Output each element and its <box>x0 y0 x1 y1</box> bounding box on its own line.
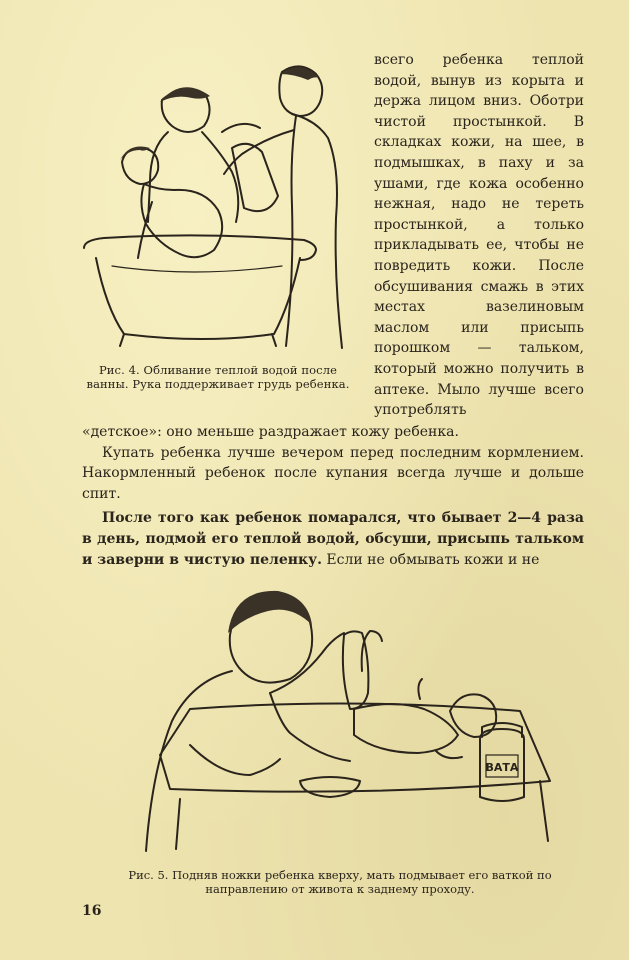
figure-4-illustration <box>82 52 364 352</box>
column-paragraph: всего ребенка теплой водой, вынув из корыта и держа лицом вниз. Оботри чистой простынкой. В складках кожи, на шее, в подмышках, в паху и за ушами, где кожа особенно нежная, надо не тереть простынкой, а только прикладывать ее, чтобы не повредить кожи. После обсушивания смажь в этих местах вазелиновым маслом или присыпь порошком — тальком, который можно получить в аптеке. Мыло лучше всего употреблять <box>374 52 584 419</box>
figure-5-caption: Рис. 5. Подняв ножки ребенка кверху, мать подмывает его ваткой по направлению от живота к заднему проходу. <box>128 868 552 896</box>
continued-text: «детское»: оно меньше раздражает кожу ребенка. <box>82 424 459 440</box>
page-number: 16 <box>82 903 102 919</box>
paragraph-washing-rest: Если не обмывать кожи и не <box>321 551 540 568</box>
jar-label: ВАТА <box>485 761 519 774</box>
bold-instruction: После того как ребенок помарался, что бывает 2—4 раза в день, подмой его теплой водой, обсуши, присыпь тальком и заверни в чистую пеленку. <box>82 510 584 568</box>
main-text <box>82 422 584 570</box>
paragraph-washing <box>82 508 584 570</box>
figure-5-illustration <box>120 585 560 857</box>
paragraph-bathing-time: Купать ребенка лучше вечером перед последним кормлением. Накормленный ребенок после купания всегда лучше и дольше спит. <box>82 444 584 502</box>
right-column-text <box>374 50 584 421</box>
figure-4-caption: Рис. 4. Обливание теплой водой после ванны. Рука поддерживает грудь ребенка. <box>86 363 350 391</box>
